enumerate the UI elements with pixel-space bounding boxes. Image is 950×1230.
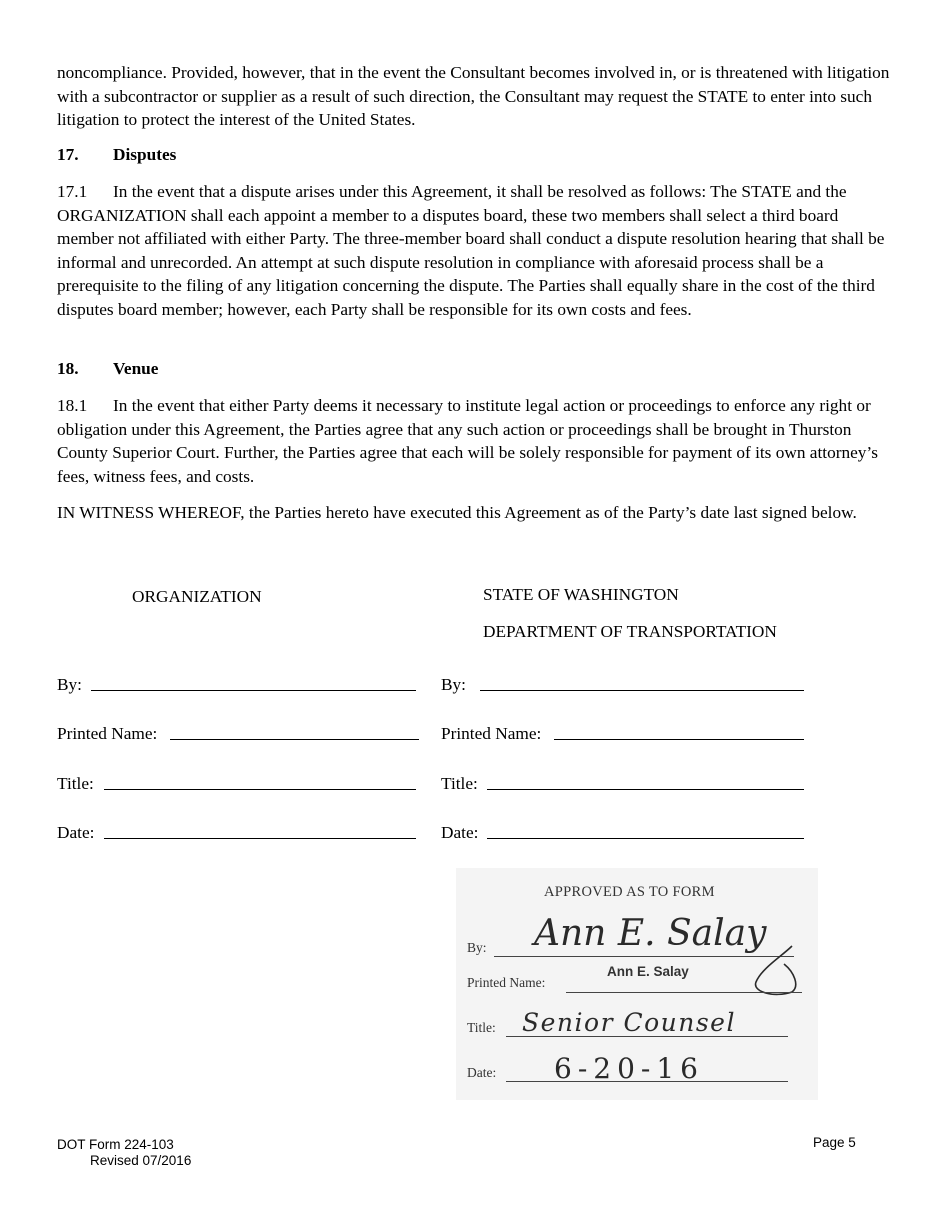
witness-paragraph: IN WITNESS WHEREOF, the Parties hereto have executed this Agreement as of the Party’s date last signed below.	[57, 503, 857, 522]
footer-revised-date: Revised 07/2016	[90, 1153, 192, 1168]
section-17-heading	[57, 145, 176, 165]
stamp-by-label: By:	[467, 940, 487, 955]
stamp-printed-name-value: Ann E. Salay	[607, 964, 689, 979]
clause-18-1-text: In the event that either Party deems it necessary to institute legal action or proceedings to enforce any right or obligation under this Agreement, the Parties agree that any such action or proceedings shall be brought in Thurston County Superior Court. Further, the Parties agree that each will be solely responsible for payment of its own attorney’s fees, witness fees, and costs.	[57, 396, 878, 486]
org-date-label: Date:	[57, 823, 95, 842]
signature-flourish	[744, 938, 804, 998]
org-printed-name-line[interactable]	[170, 739, 419, 740]
state-by-signature-line[interactable]	[480, 690, 804, 691]
state-date-line[interactable]	[487, 838, 804, 839]
section-17-1-paragraph	[57, 180, 892, 322]
organization-party-label: ORGANIZATION	[132, 587, 262, 606]
org-by-signature-line[interactable]	[91, 690, 416, 691]
state-title-label: Title:	[441, 774, 478, 793]
section-17-title: Disputes	[113, 145, 177, 164]
section-18-heading	[57, 359, 158, 379]
stamp-handwritten-date: 6-20-16	[554, 1052, 704, 1085]
state-party-label: STATE OF WASHINGTON	[483, 585, 679, 604]
org-printed-name-label: Printed Name:	[57, 724, 158, 743]
clause-17-1-text: In the event that a dispute arises under this Agreement, it shall be resolved as follows: The STATE and the ORGANIZATION shall each appoint a member to a disputes board, these two members shall select a third board member not affiliated with either Party. The three-member board shall conduct a dispute resolution hearing that shall be informal and unrecorded. An attempt at such dispute resolution in compliance with aforesaid process shall be a prerequisite to the filing of any litigation concerning the dispute. The Parties shall equally share in the cost of the third disputes board member; however, each Party shall be responsible for its own costs and fees.	[57, 182, 885, 319]
stamp-handwritten-title: Senior Counsel	[522, 1008, 736, 1037]
clause-18-1-number: 18.1	[57, 396, 88, 415]
section-17-number: 17.	[57, 145, 79, 164]
org-title-label: Title:	[57, 774, 94, 793]
stamp-handwritten-signature: Ann E. Salay	[534, 913, 767, 954]
section-18-1-paragraph	[57, 394, 892, 488]
state-date-label: Date:	[441, 823, 479, 842]
org-date-line[interactable]	[104, 838, 416, 839]
footer-form-number: DOT Form 224-103	[57, 1137, 174, 1152]
department-party-label: DEPARTMENT OF TRANSPORTATION	[483, 622, 777, 641]
stamp-title-label: Title:	[467, 1020, 496, 1035]
stamp-date-label: Date:	[467, 1065, 497, 1080]
stamp-printed-name-label: Printed Name:	[467, 975, 546, 990]
stamp-printed-name-line	[566, 992, 802, 993]
section-18-number: 18.	[57, 359, 79, 378]
footer-form-info	[57, 1137, 191, 1169]
stamp-heading: APPROVED AS TO FORM	[544, 884, 715, 900]
approved-as-to-form-stamp	[456, 868, 818, 1100]
section-18-title: Venue	[113, 359, 159, 378]
org-by-label: By:	[57, 675, 82, 694]
state-printed-name-label: Printed Name:	[441, 724, 542, 743]
state-printed-name-line[interactable]	[554, 739, 804, 740]
footer-page-number: Page 5	[813, 1135, 856, 1150]
org-title-line[interactable]	[104, 789, 416, 790]
state-by-label: By:	[441, 675, 466, 694]
intro-paragraph: noncompliance. Provided, however, that in the event the Consultant becomes involved in, or is threatened with litigation with a subcontractor or supplier as a result of such direction, the Consultant may request the STATE to enter into such litigation to protect the interest of the United States.	[57, 63, 890, 130]
clause-17-1-number: 17.1	[57, 182, 88, 201]
state-title-line[interactable]	[487, 789, 804, 790]
